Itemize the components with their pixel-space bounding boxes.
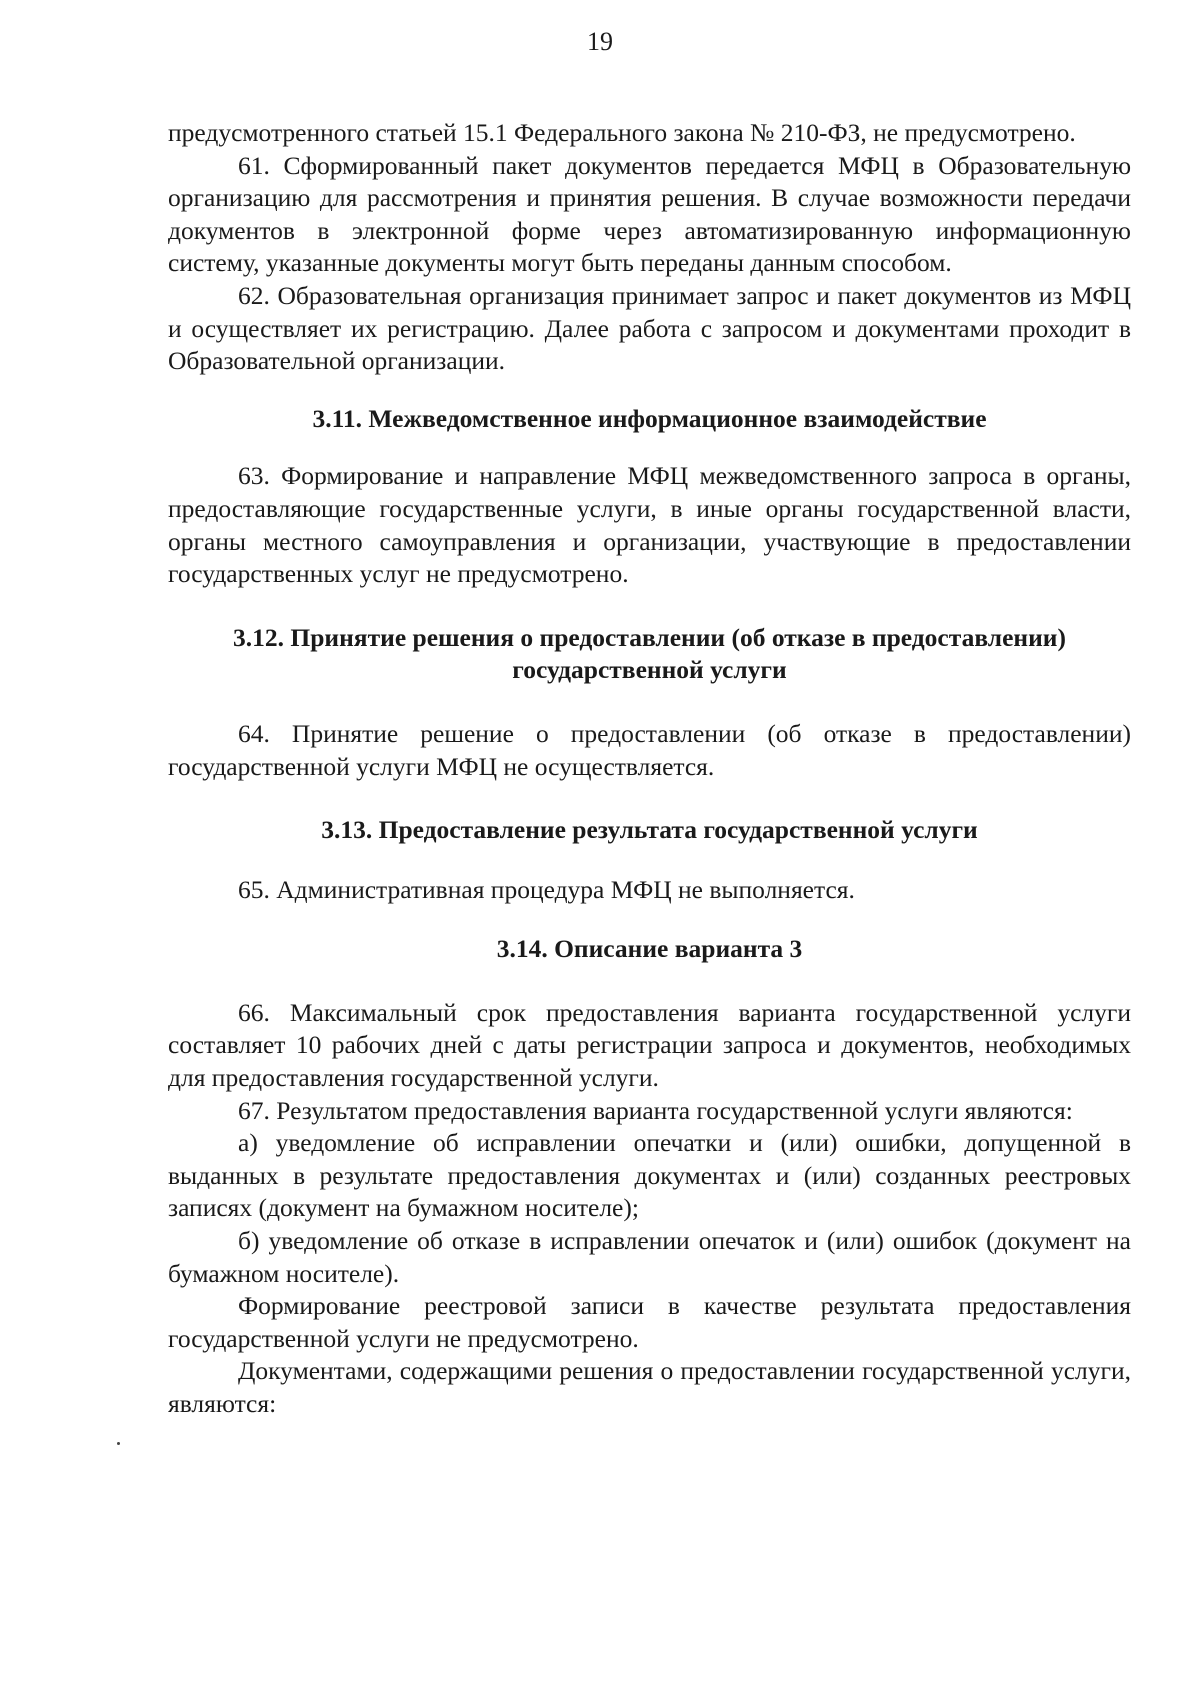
paragraph-63: 63. Формирование и направление МФЦ межведомственного запроса в органы, предоставляющие государственные услуги, в иные органы государственной власти, органы местного самоуправления и организации, участвующие в предоставлении государственных услуг не предусмотрено.	[168, 461, 1131, 589]
section-heading-3-12-line2: государственной услуги	[512, 655, 787, 685]
scan-speck	[117, 1442, 120, 1445]
paragraph-67-b: б) уведомление об отказе в исправлении опечаток и (или) ошибок (документ на бумажном носителе).	[168, 1226, 1131, 1288]
paragraph-intro: предусмотренного статьей 15.1 Федерального закона № 210-ФЗ, не предусмотрено.	[168, 118, 1076, 147]
section-heading-3-13: 3.13. Предоставление результата государственной услуги	[321, 815, 978, 845]
section-heading-3-11: 3.11. Межведомственное информационное взаимодействие	[312, 403, 987, 433]
section-heading-3-14: 3.14. Описание варианта 3	[496, 934, 803, 964]
paragraph-documents: Документами, содержащими решения о предоставлении государственной услуги, являются:	[168, 1356, 1131, 1418]
paragraph-66: 66. Максимальный срок предоставления варианта государственной услуги составляет 10 рабочих дней с даты регистрации запроса и документов, необходимых для предоставления государственной услуги.	[168, 997, 1131, 1093]
paragraph-67-a: а) уведомление об исправлении опечатки и (или) ошибки, допущенной в выданных в результате предоставления документах и (или) созданных реестровых записях (документ на бумажном носителе);	[168, 1128, 1131, 1223]
document-body	[168, 117, 1131, 1421]
section-heading-3-12-line1: 3.12. Принятие решения о предоставлении (об отказе в предоставлении)	[233, 622, 1066, 652]
paragraph-65: 65. Административная процедура МФЦ не выполняется.	[238, 874, 855, 904]
paragraph-64: 64. Принятие решение о предоставлении (об отказе в предоставлении) государственной услуги МФЦ не осуществляется.	[168, 718, 1131, 781]
paragraph-registry: Формирование реестровой записи в качестве результата предоставления государственной услуги не предусмотрено.	[168, 1291, 1131, 1353]
page-number: 19	[587, 27, 613, 56]
paragraph-62: 62. Образовательная организация принимает запрос и пакет документов из МФЦ и осуществляет их регистрацию. Далее работа с запросом и документами проходит в Образовательной организации.	[168, 280, 1131, 376]
paragraph-61: 61. Сформированный пакет документов передается МФЦ в Образовательную организацию для рассмотрения и принятия решения. В случае возможности передачи документов в электронной форме через автоматизированную информационную систему, указанные документы могут быть переданы данным способом.	[168, 150, 1131, 278]
paragraph-67: 67. Результатом предоставления варианта государственной услуги являются:	[238, 1095, 1073, 1125]
